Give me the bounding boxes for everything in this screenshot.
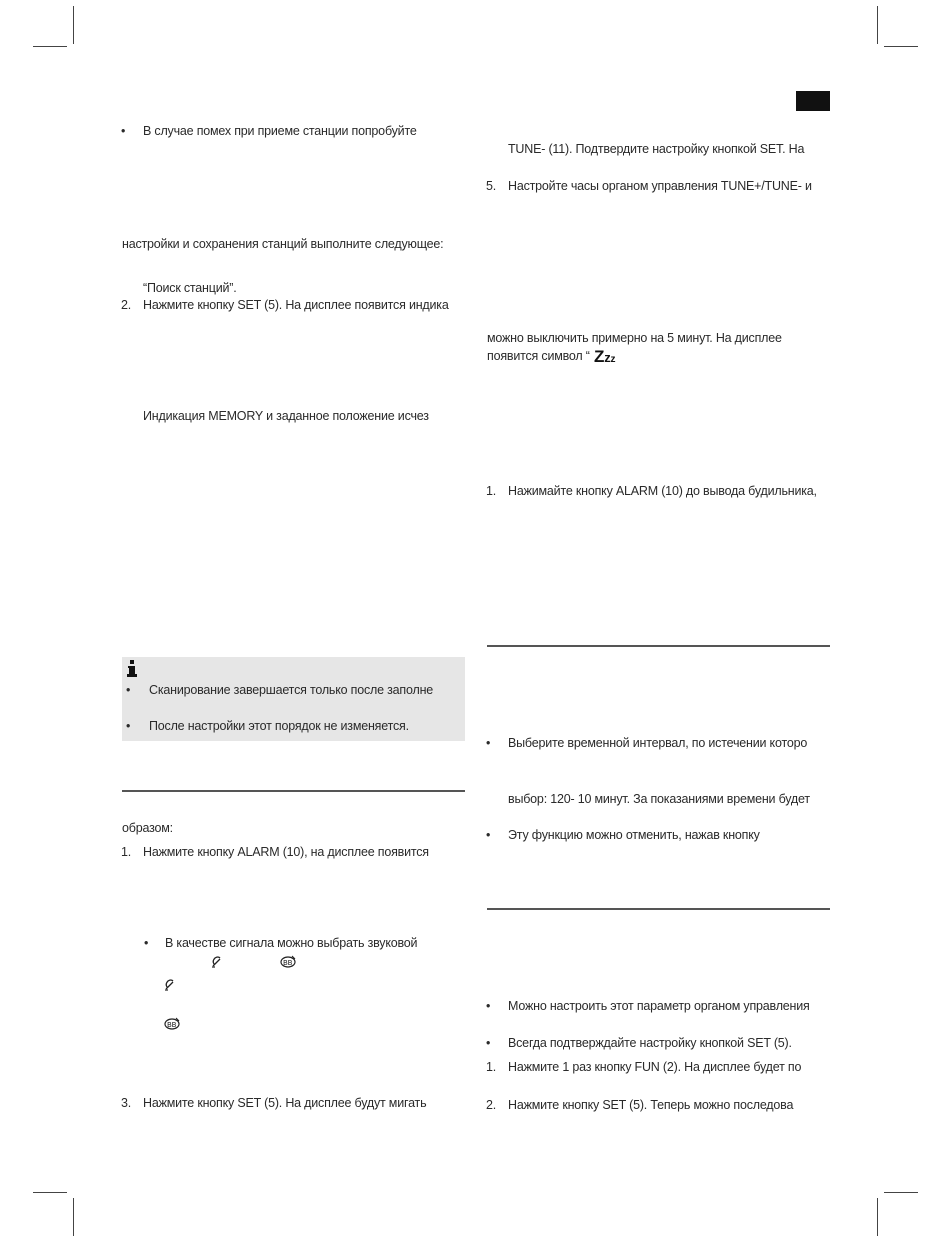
step2-text: Нажмите кнопку SET (5). На дисплее появится индика [143,298,449,312]
bell-icon [164,978,176,991]
sleep-choice-text: выбор: 120- 10 минут. За показаниями времени будет [508,792,810,806]
sleep-cancel-text: Эту функцию можно отменить, нажав кнопку [508,828,760,842]
crop-mark [33,46,67,47]
crop-mark [73,6,74,44]
bullet: • [486,736,491,750]
step-number: 3. [121,1096,132,1110]
fun-step1-text: Нажмите 1 раз кнопку FUN (2). На дисплее будет по [508,1060,802,1074]
step-number: 1. [486,484,497,498]
bullet: • [121,124,126,138]
sleep-bullet-text: Выберите временной интервал, по истечении которо [508,736,808,750]
crop-mark [33,1192,67,1193]
fun-bullet2-text: Всегда подтверждайте настройку кнопкой SET (5). [508,1036,792,1050]
fun-step2-text: Нажмите кнопку SET (5). Теперь можно последова [508,1098,794,1112]
tune-line-text: TUNE- (11). Подтвердите настройку кнопкой SET. На [508,142,805,156]
crop-mark [884,1192,918,1193]
snooze-line2-text: появится символ “ [487,349,590,363]
fun-bullet1-text: Можно настроить этот параметр органом управления [508,999,810,1013]
crop-mark [73,1198,74,1236]
signal-bullet-text: В качестве сигнала можно выбрать звуковой [165,936,418,950]
alarm-intro-text: образом: [122,821,173,835]
bullet: • [486,1036,491,1050]
note-bullet2-text: После настройки этот порядок не изменяется. [149,719,409,733]
crop-mark [877,1198,878,1236]
section-divider [122,790,465,792]
snooze-symbol: Zzz [594,347,616,366]
crop-mark [884,46,918,47]
step5-text: Настройте часы органом управления TUNE+/TUNE- и [508,179,812,193]
step-number: 1. [121,845,132,859]
language-tab-marker [796,91,830,111]
bullet: • [486,999,491,1013]
bullet: • [144,936,149,950]
bullet: • [126,719,131,733]
bullet: • [126,683,131,697]
section-divider [487,645,830,647]
note-bullet1-text: Сканирование завершается только после заполне [149,683,434,697]
search-quote-text: “Поиск станций”. [143,281,237,295]
crop-mark [877,6,878,44]
search-intro-text: настройки и сохранения станций выполните следующее: [122,237,444,251]
step-number: 5. [486,179,497,193]
bell-icon [211,955,223,968]
section-divider [487,908,830,910]
step-number: 2. [121,298,132,312]
snooze-line1-text: можно выключить примерно на 5 минут. На дисплее [487,331,782,345]
buzzer-icon [163,1017,181,1030]
memory-text: Индикация MEMORY и заданное положение исчез [143,409,429,423]
svg-text:BB: BB [283,959,293,967]
alarm-step3-text: Нажмите кнопку SET (5). На дисплее будут мигать [143,1096,427,1110]
step-number: 2. [486,1098,497,1112]
step-number: 1. [486,1060,497,1074]
bullet: • [486,828,491,842]
buzzer-icon [279,955,297,968]
info-icon [126,660,138,678]
alarm-step1-text: Нажмите кнопку ALARM (10), на дисплее появится [143,845,429,859]
alarm-step1-right-text: Нажимайте кнопку ALARM (10) до вывода будильника, [508,484,817,498]
bullet-interference-text: В случае помех при приеме станции попробуйте [143,124,417,138]
svg-text:BB: BB [167,1021,177,1029]
